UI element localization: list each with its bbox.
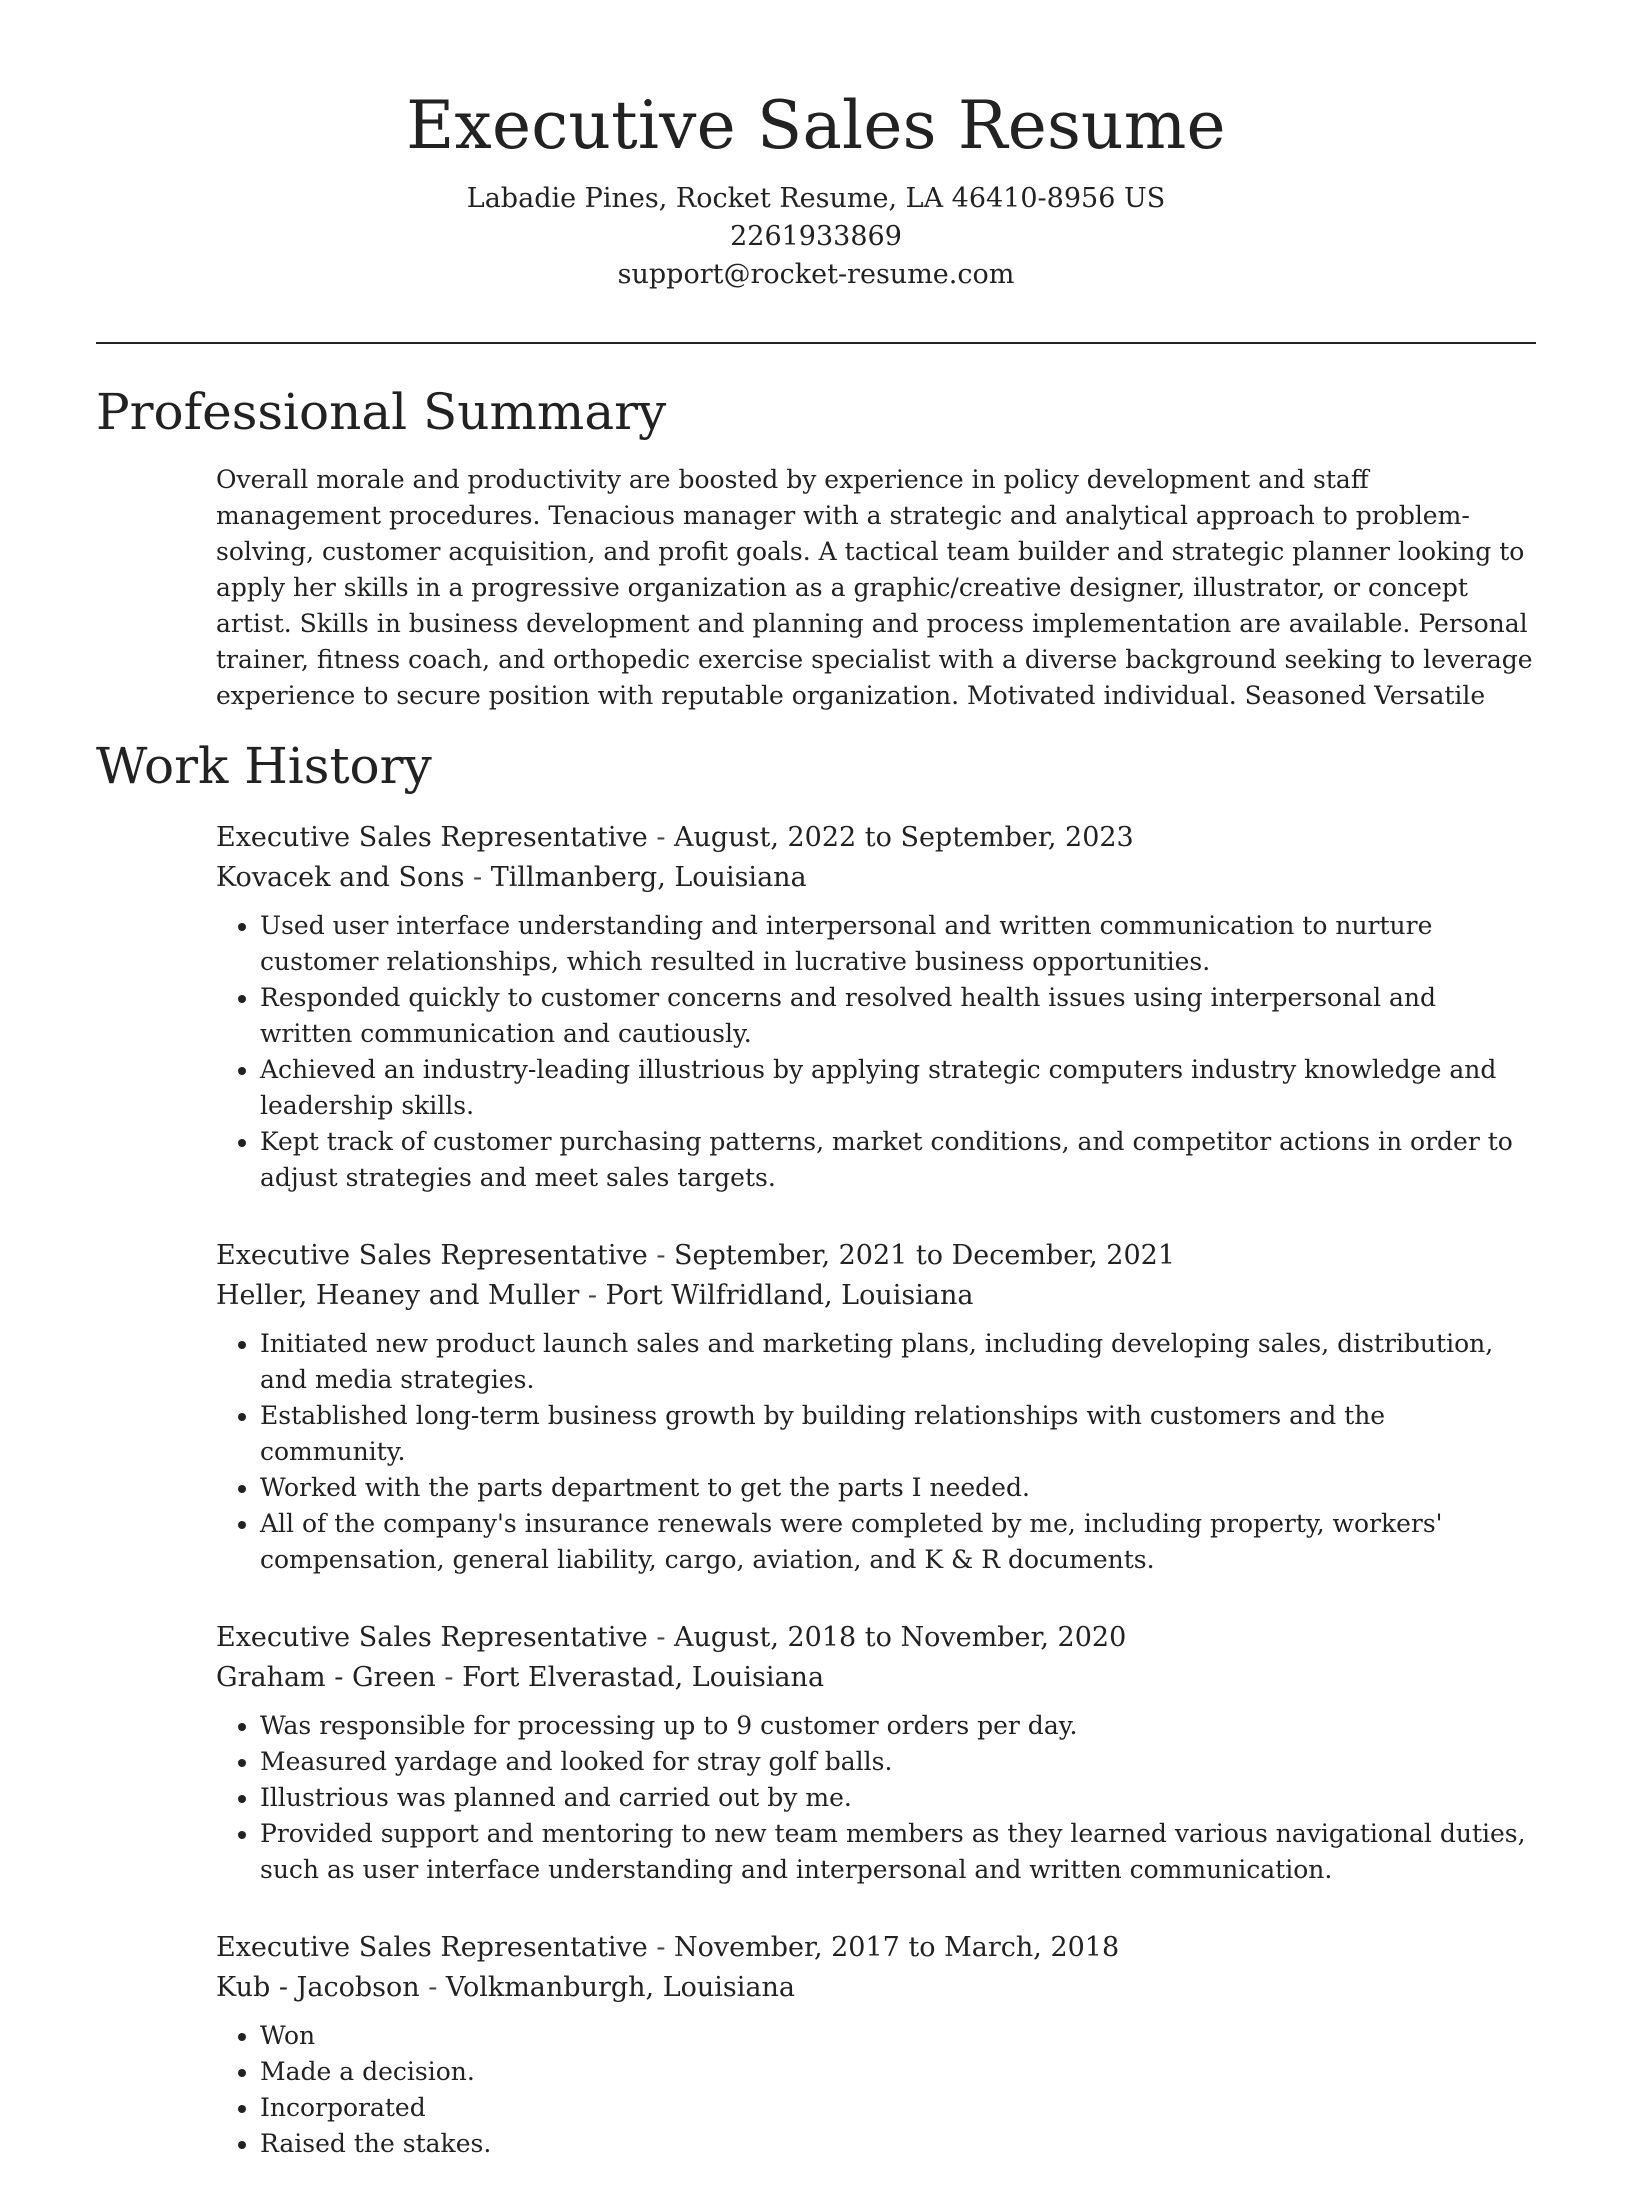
summary-text: Overall morale and productivity are boosted by experience in policy development and staff management procedures. Tenacious manager with a strategic and analytical approach to problem-solving, customer acquisition, and profit goals. A tactical team builder and strategic planner looking to apply her skills in a progressive organization as a graphic/creative designer, illustrator, or concept artist. Skills in business development and planning and process implementation are available. Personal trainer, fitness coach, and orthopedic exercise specialist with a diverse background seeking to leverage experience to secure position with reputable organization. Motivated individual. Seasoned Versatile (216, 465, 1533, 710)
job-bullets (216, 1708, 1536, 1888)
job-company: Kub - Jacobson (216, 1972, 420, 2003)
job-bullet: • Won (260, 2018, 1536, 2054)
job-entry (216, 818, 1536, 1196)
resume-header (0, 0, 1632, 294)
job-separator: - (435, 1662, 463, 1693)
job-location: Fort Elverastad, Louisiana (462, 1662, 825, 1693)
work-history-heading: Work History (96, 737, 432, 795)
job-bullet: • Used user interface understanding and interpersonal and written communication to nurture customer relationships, which resulted in lucrative business opportunities. (260, 908, 1536, 980)
contact-email: support@rocket-resume.com (617, 259, 1015, 290)
job-dates: September, 2021 to December, 2021 (674, 1240, 1175, 1271)
job-bullet: • Was responsible for processing up to 9 customer orders per day. (260, 1708, 1536, 1744)
job-bullets (216, 908, 1536, 1196)
job-bullet: • Measured yardage and looked for stray golf balls. (260, 1744, 1536, 1780)
job-separator: - (647, 822, 675, 853)
job-location: Volkmanburgh, Louisiana (445, 1972, 795, 2003)
resume-title: Executive Sales Resume (406, 87, 1226, 164)
contact-phone: 2261933869 (730, 221, 902, 252)
header-divider (96, 342, 1536, 344)
job-company-line (216, 1276, 1536, 1316)
job-separator: - (464, 862, 491, 893)
job-title-line (216, 1928, 1536, 1968)
job-bullet: • Kept track of customer purchasing patterns, market conditions, and competitor actions in order to adjust strategies and meet sales targets. (260, 1124, 1536, 1196)
job-company: Graham - Green (216, 1662, 436, 1693)
job-title: Executive Sales Representative (216, 822, 648, 853)
work-history-list (216, 818, 1536, 2202)
job-company-line (216, 1658, 1536, 1698)
summary-heading: Professional Summary (96, 383, 667, 441)
job-entry (216, 1236, 1536, 1578)
contact-block (0, 180, 1632, 294)
job-bullet: • Raised the stakes. (260, 2126, 1536, 2162)
job-bullets (216, 2018, 1536, 2162)
job-title: Executive Sales Representative (216, 1240, 648, 1271)
job-entry (216, 1928, 1536, 2162)
job-bullet: • Established long-term business growth by building relationships with customers and the community. (260, 1398, 1536, 1470)
job-title: Executive Sales Representative (216, 1932, 648, 1963)
job-bullet: • Responded quickly to customer concerns and resolved health issues using interpersonal and written communication and cautiously. (260, 980, 1536, 1052)
job-bullet: • Provided support and mentoring to new team members as they learned various navigational duties, such as user interface understanding and interpersonal and written communication. (260, 1816, 1536, 1888)
job-title: Executive Sales Representative (216, 1622, 648, 1653)
job-bullet: • Initiated new product launch sales and marketing plans, including developing sales, distribution, and media strategies. (260, 1326, 1536, 1398)
job-entry (216, 1618, 1536, 1888)
job-bullet: • Incorporated (260, 2090, 1536, 2126)
job-location: Port Wilfridland, Louisiana (605, 1280, 974, 1311)
contact-address: Labadie Pines, Rocket Resume, LA 46410-8956 US (466, 183, 1166, 214)
job-separator: - (419, 1972, 446, 2003)
job-dates: August, 2018 to November, 2020 (674, 1622, 1127, 1653)
job-separator: - (647, 1240, 675, 1271)
job-company: Heller, Heaney and Muller (216, 1280, 580, 1311)
job-dates: November, 2017 to March, 2018 (674, 1932, 1120, 1963)
job-dates: August, 2022 to September, 2023 (674, 822, 1134, 853)
job-separator: - (647, 1932, 675, 1963)
job-bullet: • Achieved an industry-leading illustrious by applying strategic computers industry knowledge and leadership skills. (260, 1052, 1536, 1124)
job-company: Kovacek and Sons (216, 862, 465, 893)
job-bullet: • Worked with the parts department to get the parts I needed. (260, 1470, 1536, 1506)
job-bullet: • All of the company's insurance renewals were completed by me, including property, workers' compensation, general liability, cargo, aviation, and K & R documents. (260, 1506, 1536, 1578)
job-title-line (216, 818, 1536, 858)
job-title-line (216, 1618, 1536, 1658)
job-separator: - (647, 1622, 675, 1653)
job-company-line (216, 1968, 1536, 2008)
job-bullet: • Made a decision. (260, 2054, 1536, 2090)
job-separator: - (579, 1280, 606, 1311)
job-bullets (216, 1326, 1536, 1578)
job-company-line (216, 858, 1536, 898)
job-bullet: • Illustrious was planned and carried out by me. (260, 1780, 1536, 1816)
job-location: Tillmanberg, Louisiana (490, 862, 807, 893)
job-title-line (216, 1236, 1536, 1276)
